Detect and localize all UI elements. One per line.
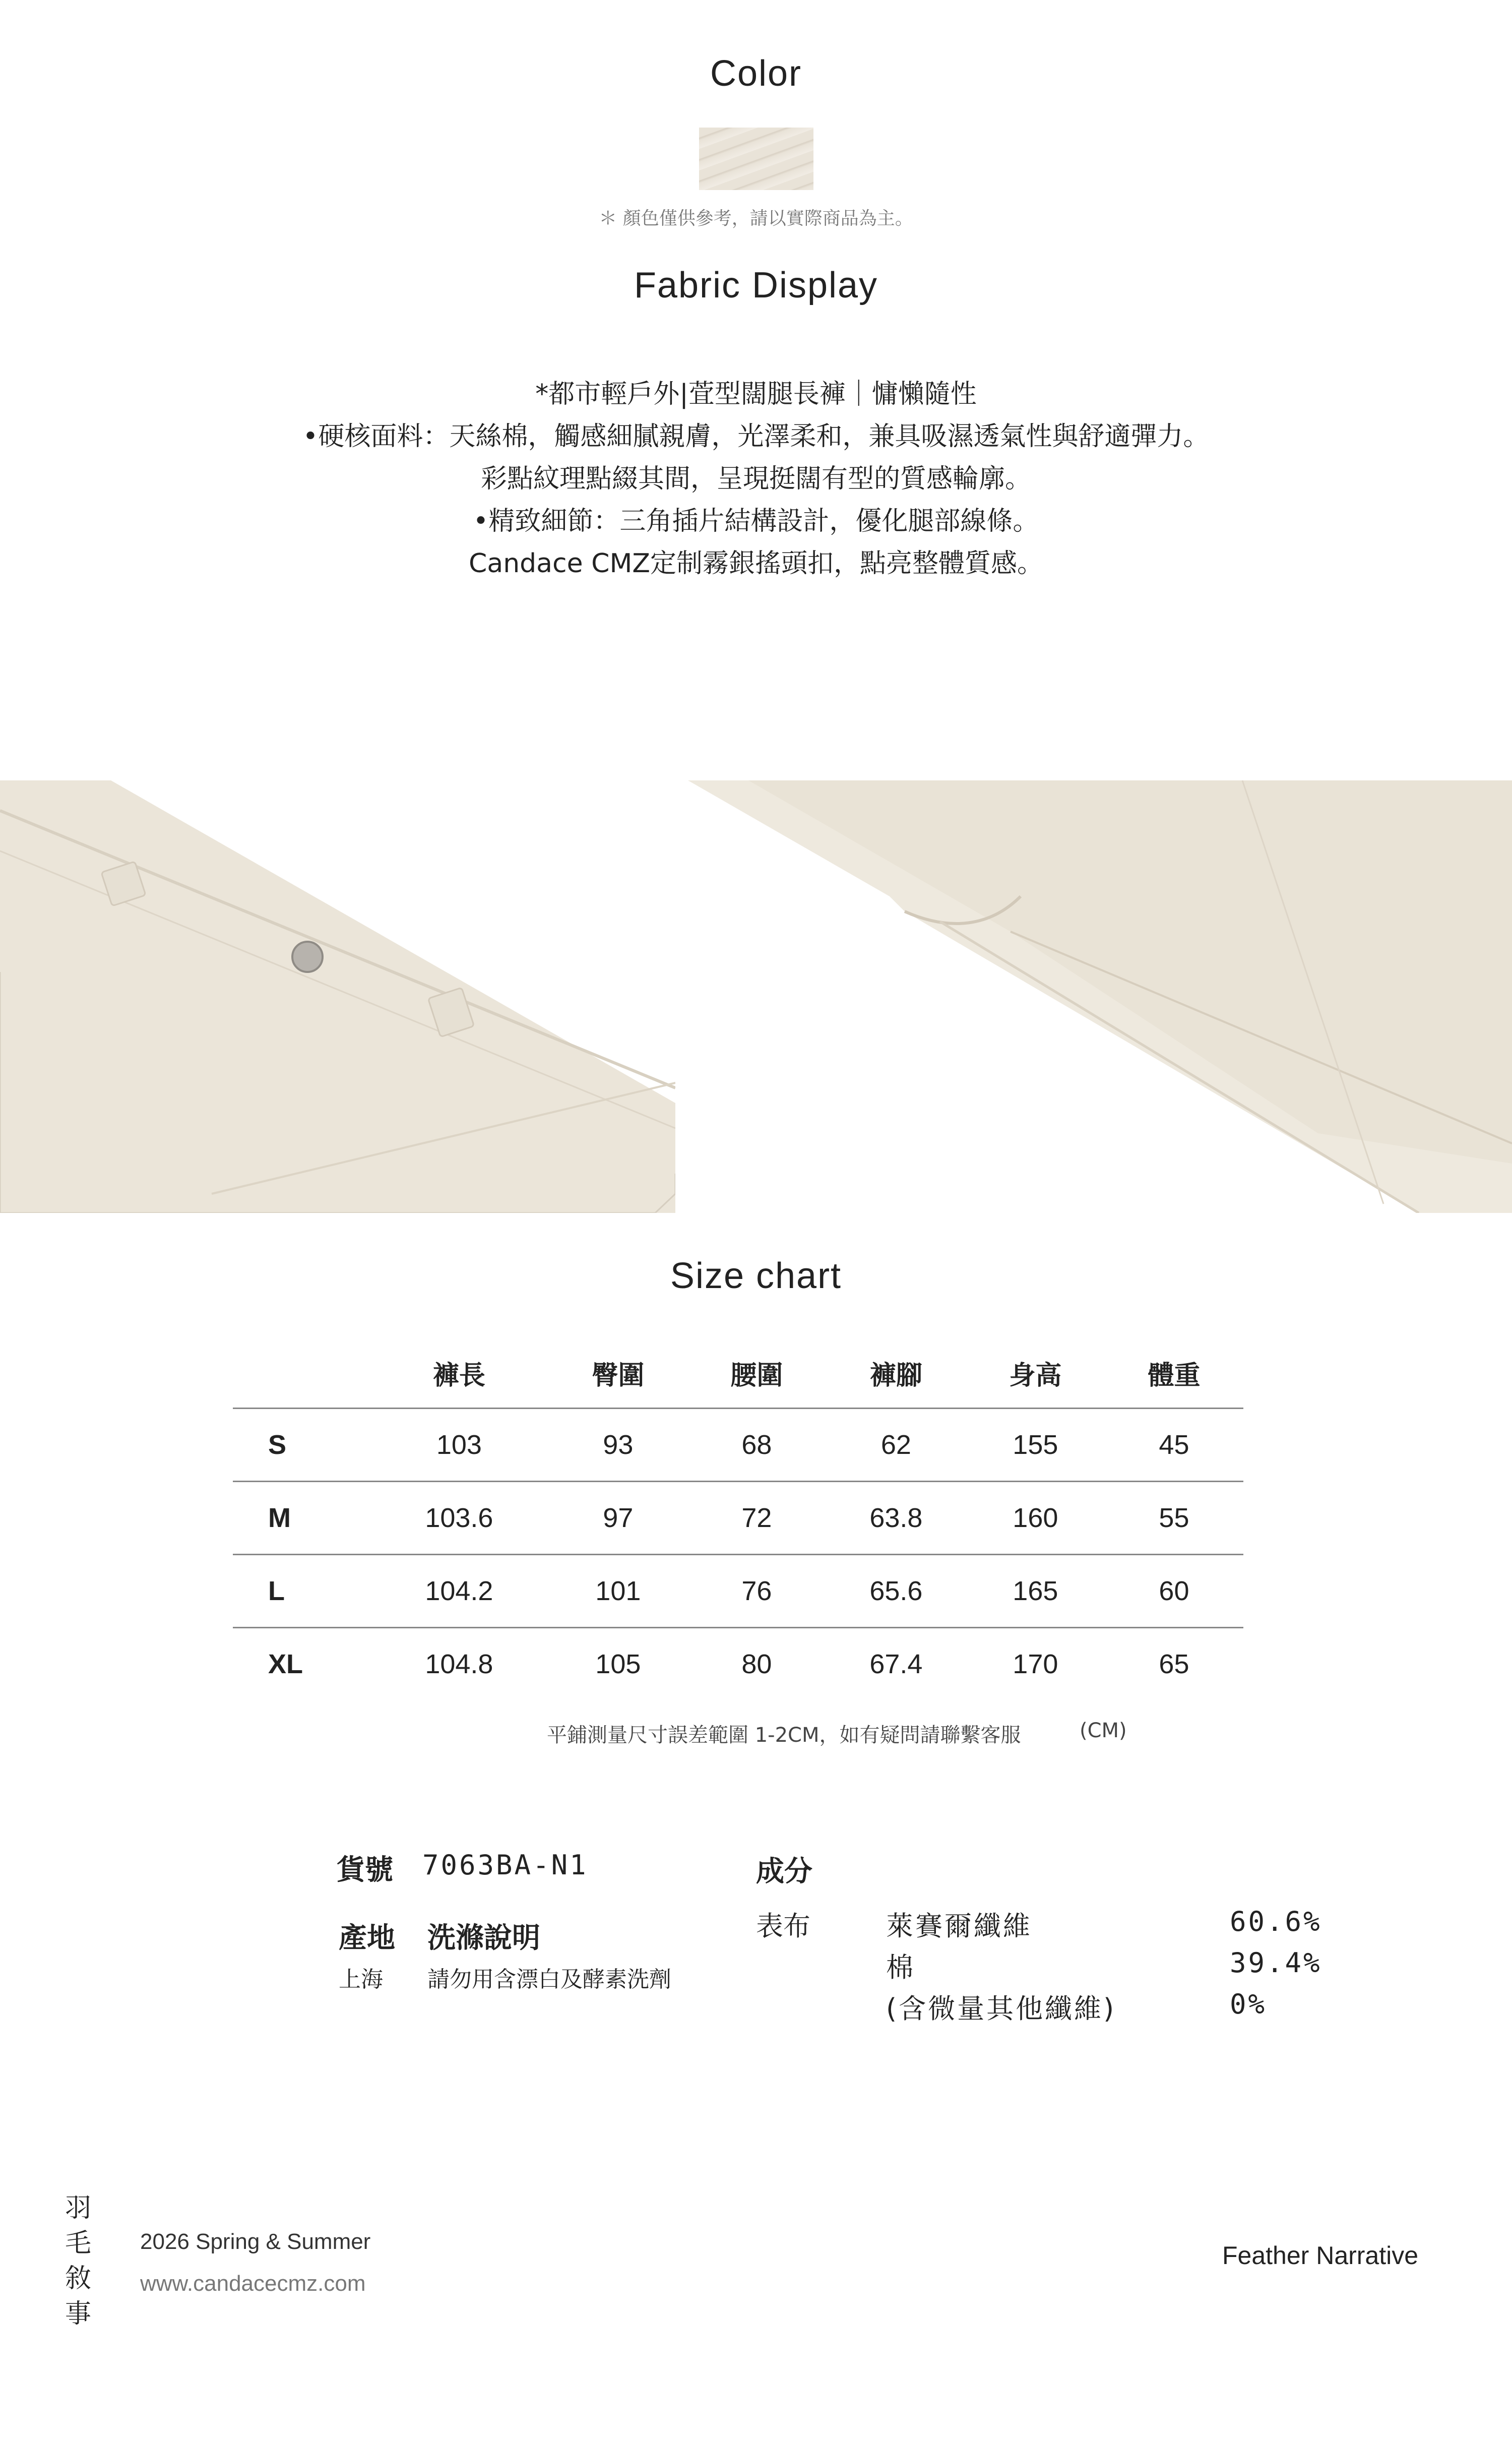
- size-table: [233, 1338, 1243, 1700]
- origin-value: 上海: [339, 1967, 383, 1992]
- table-cell: 93: [549, 1409, 687, 1482]
- table-cell: 60: [1105, 1555, 1243, 1628]
- hem-illustration: [688, 780, 1512, 1213]
- sku-label: 貨號: [337, 1854, 393, 1886]
- material-percent: 39.4%: [1230, 1947, 1322, 1979]
- table-cell: 55: [1105, 1482, 1243, 1555]
- fabric-part-label: 表布: [756, 1910, 810, 1942]
- sku-value: 7063BA-N1: [422, 1849, 588, 1881]
- table-cell: 80: [687, 1628, 826, 1700]
- size-label: L: [233, 1555, 369, 1628]
- size-label: S: [233, 1409, 369, 1482]
- header-empty: [233, 1338, 369, 1409]
- table-cell: 103: [369, 1409, 549, 1482]
- brand-char: 事: [65, 2299, 91, 2329]
- table-cell: 68: [687, 1409, 826, 1482]
- color-heading: Color: [710, 53, 802, 94]
- table-cell: 105: [549, 1628, 687, 1700]
- fabric-line: •精致細節：三角插片結構設計，優化腿部線條。: [473, 506, 1039, 536]
- brand-char: 羽: [65, 2193, 91, 2223]
- material-percent: 0%: [1230, 1988, 1267, 2020]
- table-cell: 65: [1105, 1628, 1243, 1700]
- material-name: 萊賽爾纖維: [886, 1910, 1032, 1942]
- table-cell: 104.8: [369, 1628, 549, 1700]
- table-row: [233, 1482, 1243, 1555]
- footer-season: 2026 Spring & Summer: [140, 2229, 371, 2254]
- size-table-header: [233, 1338, 1243, 1409]
- table-cell: 155: [966, 1409, 1105, 1482]
- table-cell: 165: [966, 1555, 1105, 1628]
- table-cell: 67.4: [826, 1628, 966, 1700]
- brand-char: 敘: [65, 2264, 91, 2294]
- care-value: 請勿用含漂白及酵素洗劑: [427, 1967, 671, 1992]
- table-cell: 170: [966, 1628, 1105, 1700]
- table-cell: 63.8: [826, 1482, 966, 1555]
- header-length: 褲長: [432, 1361, 485, 1390]
- header-hip: 臀圍: [592, 1361, 645, 1390]
- size-label: XL: [233, 1628, 369, 1700]
- table-row: [233, 1628, 1243, 1700]
- fabric-line: Candace CMZ定制霧銀搖頭扣，點亮整體質感。: [469, 548, 1043, 579]
- header-height: 身高: [1009, 1361, 1062, 1390]
- table-cell: 160: [966, 1482, 1105, 1555]
- header-waist: 腰圍: [730, 1361, 783, 1390]
- material-name: (含微量其他纖維): [886, 1993, 1116, 2025]
- header-weight: 體重: [1148, 1361, 1201, 1390]
- size-note: 平鋪測量尺寸誤差範圍 1-2CM，如有疑問請聯繫客服: [547, 1724, 1021, 1747]
- size-unit: (CM): [1080, 1719, 1127, 1742]
- footer-website[interactable]: www.candacecmz.com: [140, 2271, 366, 2296]
- table-row: [233, 1409, 1243, 1482]
- composition-label: 成分: [756, 1855, 812, 1888]
- table-row: [233, 1555, 1243, 1628]
- material-name: 棉: [886, 1951, 915, 1983]
- table-cell: 104.2: [369, 1555, 549, 1628]
- size-chart-heading: Size chart: [670, 1256, 842, 1296]
- header-hem: 褲腳: [869, 1361, 922, 1390]
- table-cell: 62: [826, 1409, 966, 1482]
- color-swatch[interactable]: [699, 128, 813, 190]
- footer-brand-en: Feather Narrative: [1222, 2241, 1419, 2270]
- fabric-line: •硬核面料：天絲棉，觸感細膩親膚，光澤柔和，兼具吸濕透氣性與舒適彈力。: [302, 421, 1210, 452]
- table-cell: 72: [687, 1482, 826, 1555]
- fabric-photo-hem: [688, 780, 1512, 1213]
- color-note: ＊ 顏色僅供參考，請以實際商品為主。: [599, 208, 913, 229]
- fabric-heading: Fabric Display: [634, 265, 878, 306]
- fabric-line: 彩點紋理點綴其間，呈現挺闊有型的質感輪廓。: [480, 464, 1031, 494]
- table-cell: 97: [549, 1482, 687, 1555]
- table-cell: 65.6: [826, 1555, 966, 1628]
- brand-vertical-logo: [63, 2190, 93, 2332]
- origin-label: 產地: [339, 1922, 395, 1955]
- table-cell: 45: [1105, 1409, 1243, 1482]
- fabric-photo-waistband: [0, 780, 675, 1213]
- material-percent: 60.6%: [1230, 1906, 1322, 1937]
- table-cell: 103.6: [369, 1482, 549, 1555]
- brand-char: 毛: [65, 2228, 91, 2259]
- table-cell: 76: [687, 1555, 826, 1628]
- table-cell: 101: [549, 1555, 687, 1628]
- fabric-description: [0, 373, 1512, 585]
- care-label: 洗滌說明: [427, 1922, 540, 1955]
- fabric-line: *都市輕戶外|萓型闊腿長褲｜慵懶隨性: [535, 379, 977, 409]
- waistband-illustration: [0, 780, 675, 1213]
- size-label: M: [233, 1482, 369, 1555]
